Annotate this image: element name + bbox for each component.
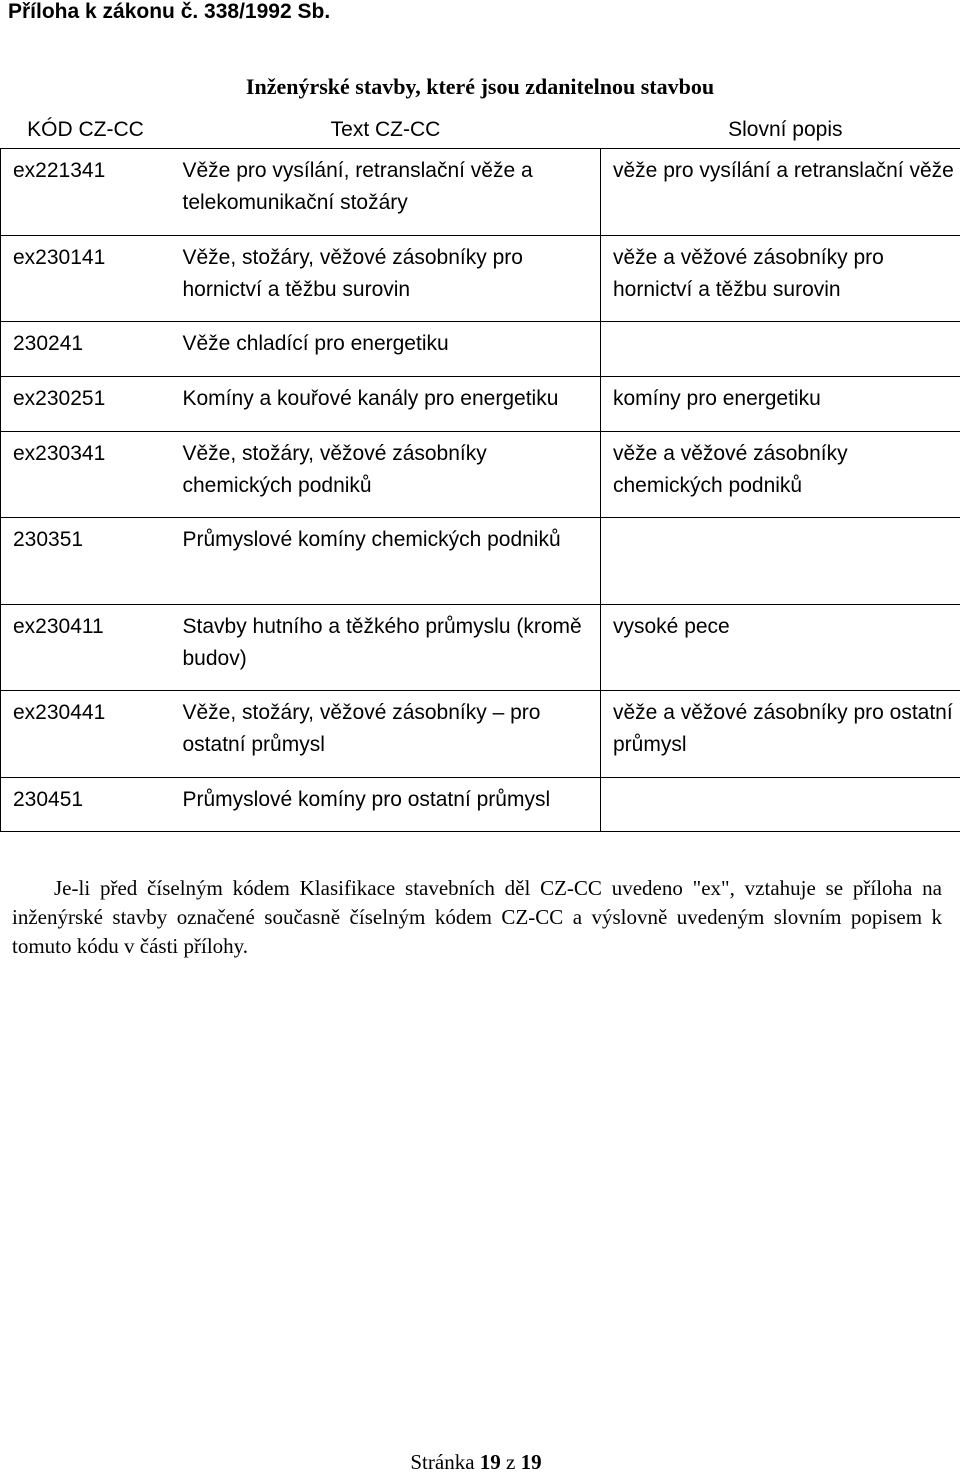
current-page: 19 [479,1450,501,1474]
table-row [1,432,960,518]
row-description: věže a věžové zásobníky pro ostatní průmysl [601,691,960,778]
row-text: Průmyslové komíny chemických podniků [171,518,601,605]
table-row [1,691,960,778]
row-code: ex230441 [1,691,171,778]
table-header-row [1,112,960,149]
column-header-text: Text CZ-CC [171,112,601,149]
document-header-title: Příloha k zákonu č. 338/1992 Sb. [8,0,331,23]
row-text: Průmyslové komíny pro ostatní průmysl [171,778,601,832]
row-description: komíny pro energetiku [601,377,960,432]
row-description [601,322,960,377]
row-description: věže a věžové zásobníky pro hornictví a těžbu surovin [601,236,960,322]
table-row [1,605,960,691]
row-code: ex230251 [1,377,171,432]
column-header-code: KÓD CZ-CC [1,112,171,149]
of-label: z [506,1450,516,1474]
row-description: vysoké pece [601,605,960,691]
table-row [1,518,960,605]
table-row [1,149,960,236]
tax-structures-table [0,112,960,832]
row-text: Věže, stožáry, věžové zásobníky – pro ostatní průmysl [171,691,601,778]
table-row [1,377,960,432]
row-code: ex221341 [1,149,171,236]
row-description [601,778,960,832]
row-description [601,518,960,605]
total-pages: 19 [520,1450,542,1474]
row-text: Věže, stožáry, věžové zásobníky pro hornictví a těžbu surovin [171,236,601,322]
row-code: ex230411 [1,605,171,691]
table-title: Inženýrské stavby, které jsou zdanitelnou stavbou [245,74,715,99]
row-code: ex230341 [1,432,171,518]
row-code: 230351 [1,518,171,605]
table-row [1,322,960,377]
row-text: Komíny a kouřové kanály pro energetiku [171,377,601,432]
row-code: 230451 [1,778,171,832]
row-description: věže pro vysílání a retranslační věže [601,149,960,236]
table-row [1,778,960,832]
table-row [1,236,960,322]
row-text: Věže, stožáry, věžové zásobníky chemických podniků [171,432,601,518]
row-text: Věže pro vysílání, retranslační věže a telekomunikační stožáry [171,149,601,236]
page-label: Stránka [410,1450,475,1474]
row-text: Věže chladící pro energetiku [171,322,601,377]
row-text: Stavby hutního a těžkého průmyslu (kromě budov) [171,605,601,691]
row-description: věže a věžové zásobníky chemických podniků [601,432,960,518]
row-code: 230241 [1,322,171,377]
row-code: ex230141 [1,236,171,322]
column-header-description: Slovní popis [601,112,960,149]
page-number [0,1450,952,1475]
footnote-paragraph: Je-li před číselným kódem Klasifikace stavebních děl CZ-CC uvedeno "ex", vztahuje se příloha na inženýrské stavby označené současně číselným kódem CZ-CC a výslovně uvedeným slovním popisem k tomuto kódu v části přílohy. [12,876,942,958]
